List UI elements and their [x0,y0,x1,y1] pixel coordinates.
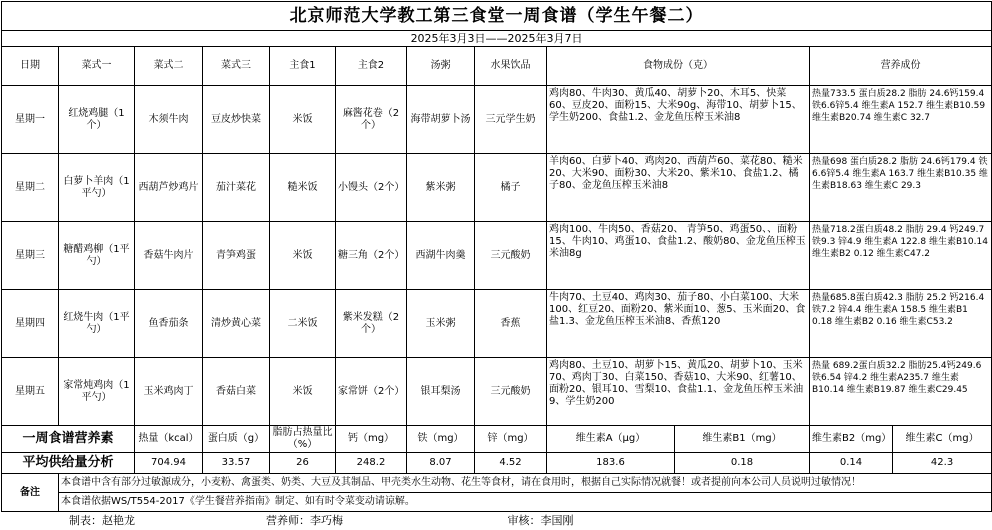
dish3: 清炒黄心菜 [203,290,270,358]
summary-header-vita: 维生素A（μg） [547,426,675,453]
drink: 三元学生奶 [475,86,547,154]
summary-value-fat: 26 [270,453,336,474]
dish2: 玉米鸡肉丁 [135,358,203,426]
staple2: 小馒头（2个） [336,154,407,222]
col-header-staple1: 主食1 [270,47,336,86]
summary-header-row [2,426,992,453]
dish1: 红烧牛肉（1平勺） [59,290,135,358]
nutrition: 热量733.5 蛋白质28.2 脂肪 24.6钙159.4 铁6.6锌5.4 维生素A 152.7 维生素B10.59 维生素B20.74 维生素C 32.7 [810,86,992,154]
staple1: 米饭 [270,222,336,290]
day-label: 星期四 [2,290,59,358]
ingredients: 牛肉70、土豆40、鸡肉30、茄子80、小白菜100、大米100、红豆20、面粉20、紫米面10、葱5、玉米面20、食盐1.3、金龙鱼压榨玉米油8、香蕉120 [547,290,810,358]
menu-table [1,1,992,530]
summary-value-vitc: 42.3 [893,453,992,474]
summary-value-vitb2: 0.14 [810,453,893,474]
dish3: 茄汁菜花 [203,154,270,222]
summary-header-calcium: 钙（mg） [336,426,407,453]
date-range: 2025年3月3日——2025年3月7日 [2,31,992,47]
staple1: 米饭 [270,358,336,426]
day-label: 星期五 [2,358,59,426]
drink: 三元酸奶 [475,358,547,426]
avg-label: 平均供给量分析 [2,453,135,474]
soup: 玉米粥 [407,290,475,358]
nutrition: 热量 689.2蛋白质32.2 脂肪25.4钙249.6 铁6.54 锌4.2 维生素A235.7 维生素B10.14 维生素B19.87 维生素C29.45 [810,358,992,426]
summary-value-protein: 33.57 [203,453,270,474]
table-row-friday [2,358,992,426]
drink: 香蕉 [475,290,547,358]
dish2: 鱼香茄条 [135,290,203,358]
dish3: 青笋鸡蛋 [203,222,270,290]
notes-allergen: 本食谱中含有部分过敏源成分，小麦粉、禽蛋类、奶类、大豆及其制品、甲壳类水生动物、花生等食材，请在食用时，根据自己实际情况就餐！或者提前向本公司人员说明过敏情况！ [59,474,992,493]
summary-header-vitb1: 维生素B1（mg） [675,426,810,453]
summary-value-zinc: 4.52 [475,453,547,474]
nutrition: 热量718.2蛋白质48.2 脂肪 29.4 钙249.7 铁9.3 锌4.9 维生素A 122.8 维生素B10.14 维生素B2 0.12 维生素C47.2 [810,222,992,290]
col-header-ingredients: 食物成份（克） [547,47,810,86]
nutrition: 热量685.8蛋白质42.3 脂肪 25.2 钙216.4 铁7.2 锌4.4 维生素A 158.5 维生素B1 0.18 维生素B2 0.16 维生素C53.2 [810,290,992,358]
ingredients: 羊肉60、白萝卜40、鸡肉20、西葫芦60、菜花80、糙米20、大米90、面粉30、大米20、紫米10、食盐1.2、橘子80、金龙鱼压榨玉米油8 [547,154,810,222]
summary-header-protein: 蛋白质（g） [203,426,270,453]
col-header-staple2: 主食2 [336,47,407,86]
col-header-soup: 汤粥 [407,47,475,86]
dish1: 白萝卜羊肉（1平勺） [59,154,135,222]
staple2: 麻酱花卷（2个） [336,86,407,154]
col-header-dish3: 菜式三 [203,47,270,86]
notes-standard: 本食谱依据WS/T554-2017《学生餐营养指南》制定、如有时令菜变动请谅解。 [59,493,992,512]
dish2: 香菇牛肉片 [135,222,203,290]
col-header-dish1: 菜式一 [59,47,135,86]
ingredients: 鸡肉100、牛肉50、香菇20、 青笋50、鸡蛋50、、面粉15、牛肉10、鸡蛋10、食盐1.2、酸奶80、金龙鱼压榨玉米油8g [547,222,810,290]
dish3: 豆皮炒快菜 [203,86,270,154]
notes-label: 备注 [2,474,59,512]
soup: 西湖牛肉羹 [407,222,475,290]
table-row-monday [2,86,992,154]
page-title: 北京师范大学教工第三食堂一周食谱（学生午餐二） [2,2,992,31]
table-row-tuesday [2,154,992,222]
table-row-wednesday [2,222,992,290]
summary-value-iron: 8.07 [407,453,475,474]
summary-value-energy: 704.94 [135,453,203,474]
col-header-nutrition: 营养成份 [810,47,992,86]
summary-values-row [2,453,992,474]
dish1: 家常炖鸡肉（1平勺） [59,358,135,426]
day-label: 星期二 [2,154,59,222]
dish2: 木须牛肉 [135,86,203,154]
summary-header-iron: 铁（mg） [407,426,475,453]
summary-header-fat: 脂肪占热量比（%） [270,426,336,453]
ingredients: 鸡肉80、土豆10、胡萝卜15、黄瓜20、胡萝卜10、玉米70、鸡肉丁30、白菜150、香菇10、大米90、红薯10、面粉20、银耳10、雪梨10、食盐1.1、金龙鱼压榨玉米油9、学生奶200 [547,358,810,426]
dish1: 红烧鸡腿（1个） [59,86,135,154]
soup: 银耳梨汤 [407,358,475,426]
col-header-date: 日期 [2,47,59,86]
summary-header-vitc: 维生素C（mg） [893,426,992,453]
ingredients: 鸡肉80、牛肉30、黄瓜40、胡萝卜20、木耳5、快菜60、豆皮20、面粉15、大米90g、海带10、胡萝卜15、学生奶200、食盐1.2、金龙鱼压榨玉米油8 [547,86,810,154]
day-label: 星期三 [2,222,59,290]
drink: 三元酸奶 [475,222,547,290]
header-row [2,47,992,86]
soup: 海带胡萝卜汤 [407,86,475,154]
summary-value-vita: 183.6 [547,453,675,474]
nutrition: 热量698 蛋白质28.2 脂肪 24.6钙179.4 铁6.6锌5.4 维生素A 163.7 维生素B10.35 维生素B18.63 维生素C 29.3 [810,154,992,222]
summary-header-zinc: 锌（mg） [475,426,547,453]
dish1: 糖醋鸡柳（1平勺） [59,222,135,290]
staple2: 糖三角（2个） [336,222,407,290]
table-row-thursday [2,290,992,358]
drink: 橘子 [475,154,547,222]
nutritionist: 营养师：李巧梅 [203,512,407,530]
notes-row-2 [2,493,992,512]
staple1: 米饭 [270,86,336,154]
col-header-dish2: 菜式二 [135,47,203,86]
day-label: 星期一 [2,86,59,154]
summary-value-vitb1: 0.18 [675,453,810,474]
staple2: 家常饼（2个） [336,358,407,426]
staple1: 二米饭 [270,290,336,358]
summary-header-energy: 热量（kcal） [135,426,203,453]
summary-label: 一周食谱营养素 [2,426,135,453]
reviewer: 审核：李国刚 [407,512,675,530]
col-header-drink: 水果饮品 [475,47,547,86]
staple1: 糙米饭 [270,154,336,222]
maker: 制表：赵艳龙 [2,512,203,530]
dish2: 西葫芦炒鸡片 [135,154,203,222]
notes-row-1 [2,474,992,493]
staple2: 紫米发糕（2个） [336,290,407,358]
summary-value-calcium: 248.2 [336,453,407,474]
soup: 紫米粥 [407,154,475,222]
footer-row [2,512,992,530]
dish3: 香菇白菜 [203,358,270,426]
summary-header-vitb2: 维生素B2（mg） [810,426,893,453]
